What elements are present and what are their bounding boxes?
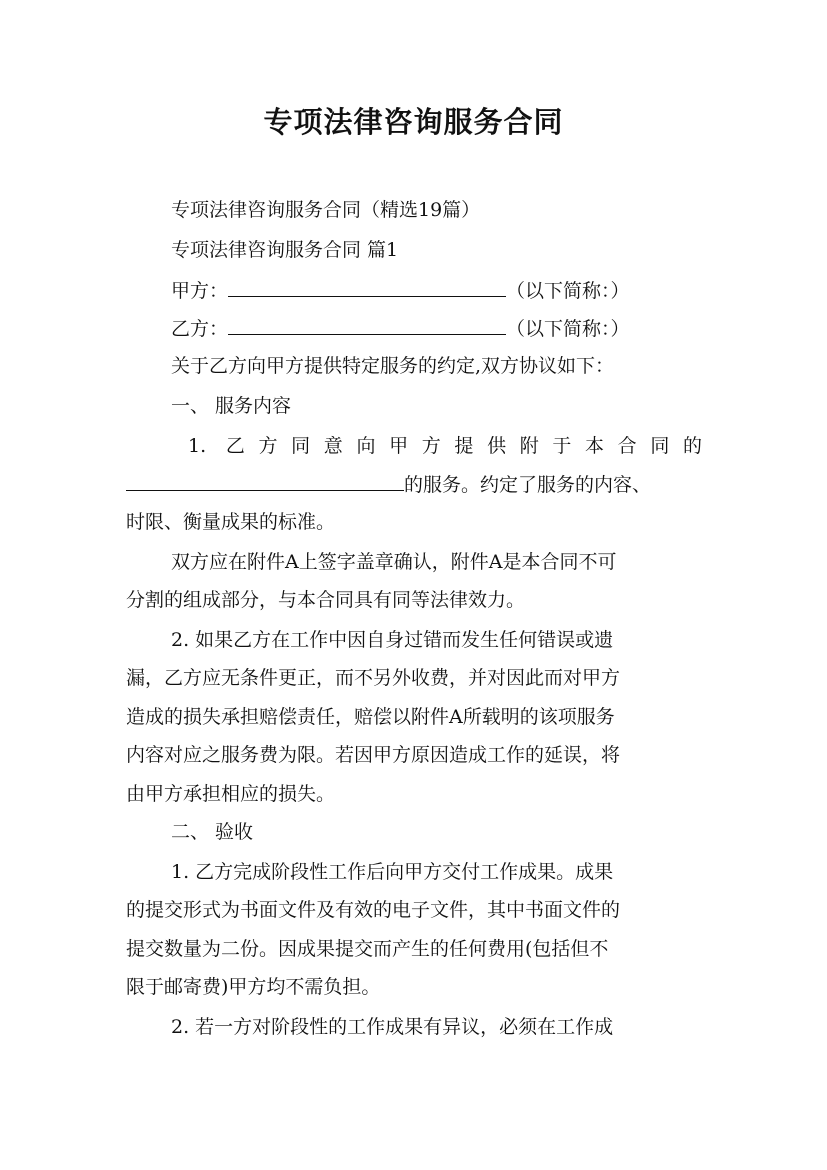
paragraph-line: 1. 乙方完成阶段性工作后向甲方交付工作成果。成果 — [171, 861, 614, 883]
paragraph-line: 双方应在附件A上签字盖章确认，附件A是本合同不可 — [171, 551, 617, 573]
party-a-abbrev: （以下简称：） — [506, 280, 630, 302]
paragraph-line: 1. 乙方同意向甲方提供附于本合同的 — [188, 435, 702, 457]
section-two-heading: 二、 验收 — [171, 821, 254, 843]
paragraph-line: 提交数量为二份。因成果提交而产生的任何费用(包括但不 — [126, 938, 609, 960]
party-a-label: 甲方： — [171, 280, 229, 302]
paragraph-line: 2. 若一方对阶段性的工作成果有异议，必须在工作成 — [171, 1016, 614, 1038]
paragraph-line: 时限、衡量成果的标准。 — [126, 511, 336, 533]
paragraph-line: 的提交形式为书面文件及有效的电子文件，其中书面文件的 — [126, 899, 621, 921]
paragraph-line: 限于邮寄费)甲方均不需负担。 — [126, 976, 381, 998]
paragraph-line: 漏，乙方应无条件更正，而不另外收费，并对因此而对甲方 — [126, 667, 621, 689]
service-blank-line — [126, 470, 702, 499]
paragraph-line: 造成的损失承担赔偿责任，赔偿以附件A所载明的该项服务 — [126, 706, 615, 728]
paragraph-line: 由甲方承担相应的损失。 — [126, 783, 336, 805]
section-heading-line: 专项法律咨询服务合同 篇1 — [171, 239, 399, 261]
service-text: 的服务。约定了服务的内容、 — [404, 474, 652, 496]
paragraph-line: 2. 如果乙方在工作中因自身过错而发生任何错误或遗 — [171, 629, 614, 651]
party-b-blank — [228, 314, 506, 335]
party-a-line — [126, 276, 747, 305]
agreement-intro-line: 关于乙方向甲方提供特定服务的约定,双方协议如下： — [171, 355, 615, 377]
paragraph-line: 分割的组成部分，与本合同具有同等法律效力。 — [126, 589, 526, 611]
paragraph-line: 内容对应之服务费为限。若因甲方原因造成工作的延误，将 — [126, 744, 621, 766]
party-b-abbrev: （以下简称：） — [506, 318, 630, 340]
party-a-blank — [228, 276, 506, 297]
section-one-heading: 一、 服务内容 — [171, 395, 292, 417]
subtitle-line: 专项法律咨询服务合同（精选19篇） — [171, 199, 481, 221]
document-title: 专项法律咨询服务合同 — [263, 105, 564, 139]
service-blank — [126, 470, 404, 491]
party-b-line — [126, 314, 747, 343]
party-b-label: 乙方： — [171, 318, 229, 340]
